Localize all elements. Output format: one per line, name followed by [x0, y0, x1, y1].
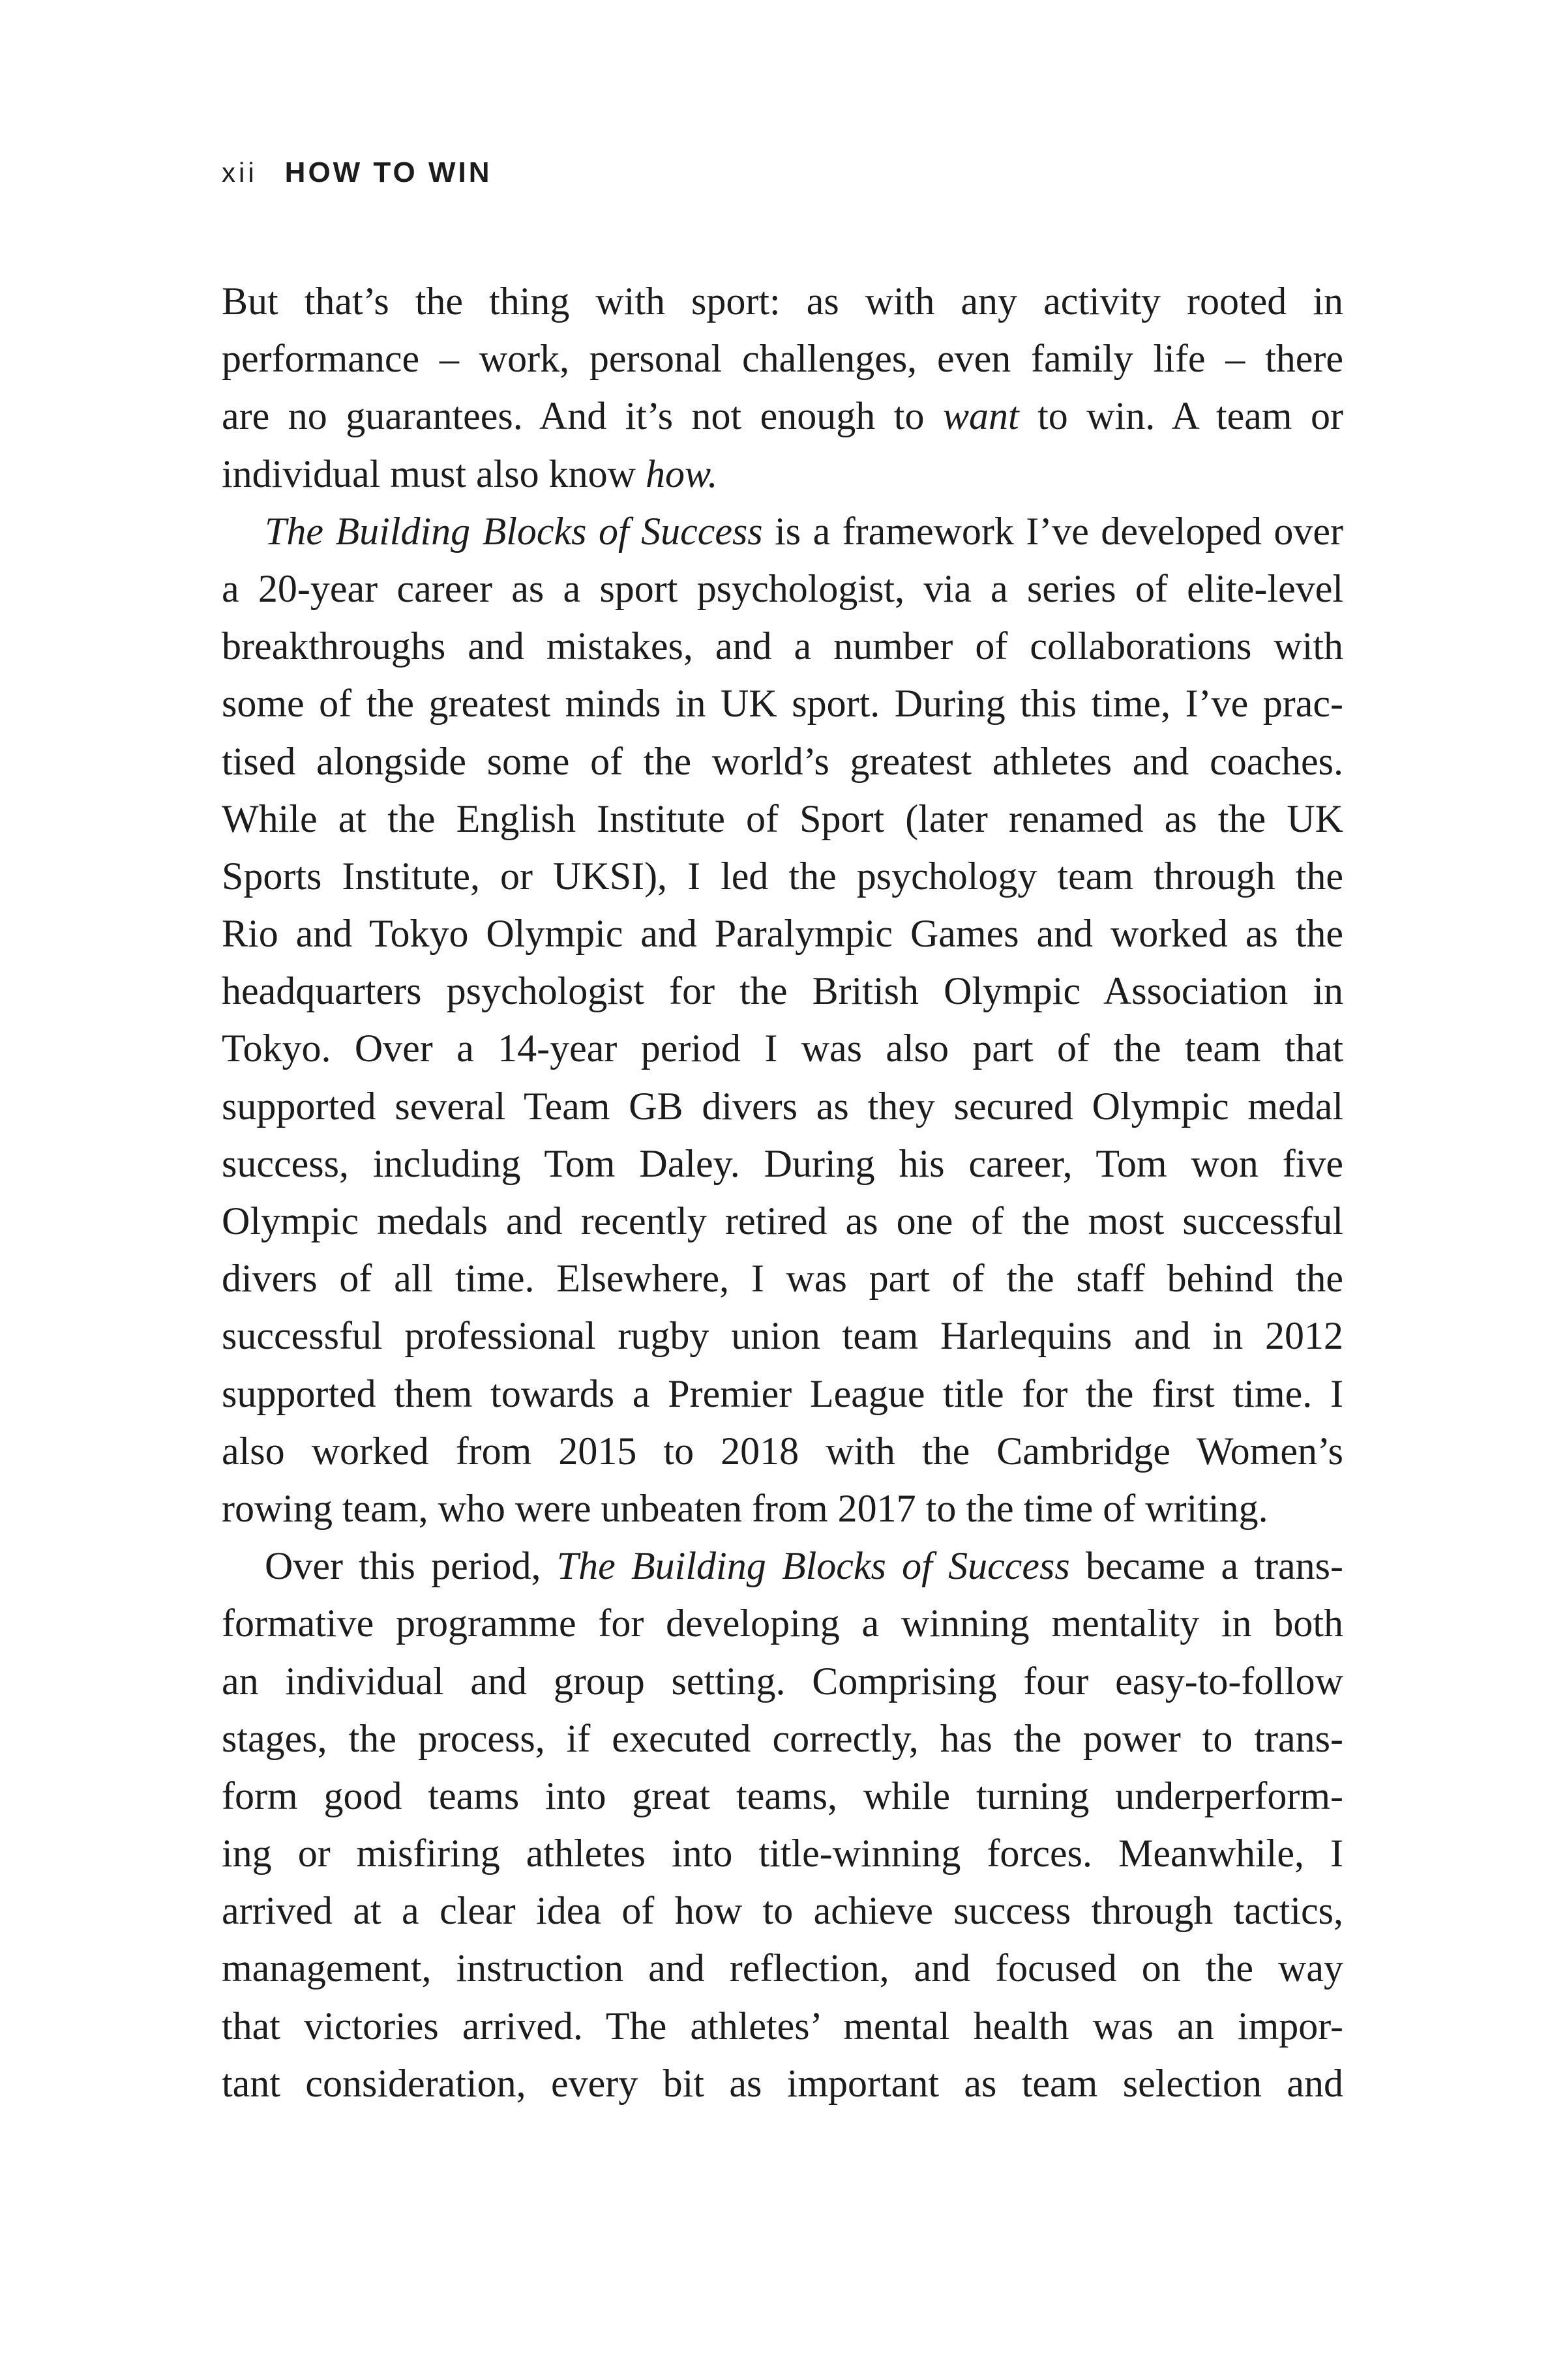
text-line: divers of all time. Elsewhere, I was part of the staff behind the: [222, 1257, 1343, 1300]
text-line: tant consideration, every bit as important as team selection and: [222, 2061, 1343, 2105]
text-line: Sports Institute, or UKSI), I led the psychology team through the: [222, 854, 1343, 898]
text-line: Tokyo. Over a 14-year period I was also part of the team that: [222, 1027, 1343, 1070]
text-line: Olympic medals and recently retired as one of the most successful: [222, 1199, 1343, 1242]
text-line: rowing team, who were unbeaten from 2017 to the time of writing.: [222, 1486, 1268, 1530]
text-line: stages, the process, if executed correctly, has the power to trans-: [222, 1716, 1343, 1760]
text-line: management, instruction and reflection, and focused on the way: [222, 1947, 1343, 1990]
text-line: are no guarantees. And it’s not enough to want to win. A team or: [222, 394, 1343, 438]
text-line: success, including Tom Daley. During his career, Tom won five: [222, 1141, 1343, 1185]
text-line: tised alongside some of the world’s greatest athletes and coaches.: [222, 739, 1343, 783]
emphasis-want: want: [942, 394, 1019, 438]
page-number: xii: [222, 157, 258, 188]
text-line: successful professional rugby union team Harlequins and in 2012: [222, 1314, 1343, 1358]
paragraph-start-line: The Building Blocks of Success is a framework I’ve developed over: [265, 509, 1343, 553]
text-line: also worked from 2015 to 2018 with the Cambridge Women’s: [222, 1429, 1343, 1473]
text-line: a 20-year career as a sport psychologist, via a series of elite-level: [222, 566, 1343, 610]
text-line: form good teams into great teams, while turning underperform-: [222, 1774, 1343, 1817]
paragraph-start-line: Over this period, The Building Blocks of Success became a trans-: [265, 1544, 1343, 1588]
body-text: [222, 272, 1343, 2112]
text-line: supported several Team GB divers as they secured Olympic medal: [222, 1084, 1343, 1128]
text-line: that victories arrived. The athletes’ mental health was an impor-: [222, 2004, 1343, 2048]
book-framework-title: The Building Blocks of Success: [265, 509, 763, 553]
book-framework-title: The Building Blocks of Success: [556, 1544, 1070, 1588]
text-line: performance – work, personal challenges, even family life – there: [222, 337, 1343, 381]
text-line: breakthroughs and mistakes, and a number of collaborations with: [222, 624, 1343, 668]
text-line: individual must also know how.: [222, 452, 718, 495]
text-line: But that’s the thing with sport: as with any activity rooted in: [222, 280, 1343, 323]
text-line: an individual and group setting. Comprising four easy-to-follow: [222, 1659, 1343, 1703]
text-line: arrived at a clear idea of how to achieve success through tactics,: [222, 1889, 1343, 1933]
text-line: headquarters psychologist for the British Olympic Association in: [222, 969, 1343, 1013]
text-line: ing or misfiring athletes into title-winning forces. Meanwhile, I: [222, 1832, 1343, 1875]
text-line: While at the English Institute of Sport (later renamed as the UK: [222, 797, 1343, 840]
text-line: Rio and Tokyo Olympic and Paralympic Games and worked as the: [222, 912, 1343, 956]
text-line: supported them towards a Premier League title for the first time. I: [222, 1372, 1343, 1415]
emphasis-how: how.: [645, 452, 718, 495]
book-title-header: HOW TO WIN: [284, 156, 492, 188]
text-line: formative programme for developing a winning mentality in both: [222, 1602, 1343, 1645]
text-line: some of the greatest minds in UK sport. During this time, I’ve prac-: [222, 682, 1343, 726]
running-head: [222, 156, 492, 196]
